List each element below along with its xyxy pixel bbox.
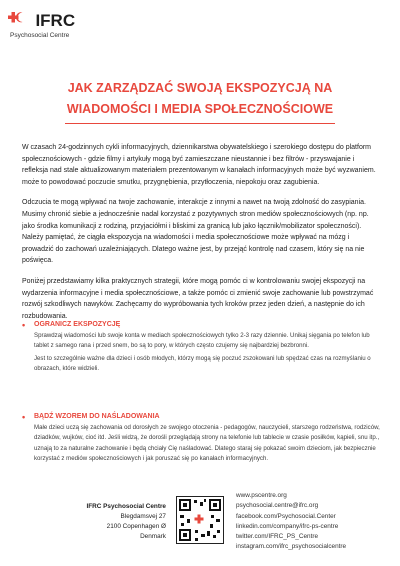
bullet-icon: • xyxy=(22,412,26,422)
red-cross-crescent-icon xyxy=(8,12,28,34)
footer-link-instagram[interactable]: instagram.com/ifrc_psychosocialcentre xyxy=(236,543,347,551)
logo-brand-text: IFRC xyxy=(35,11,76,30)
logo-subtitle: Psychosocial Centre xyxy=(10,32,70,39)
section-paragraph: Małe dzieci uczą się zachowania od dorosłych ze swojego otoczenia - pedagogów, nauczycieli, starszego rodzeństwa, rodziców, dziadków, wujków, cioć itd. Jeśli widzą, że dorośli przeglądają strony na telefonie lub tablecie w czasie posiłków, kąpieli, snu itp., uznają to za naturalne zachowanie i będą chciały Cię naśladować. Dlatego staraj się pokazać swoim dzieciom, jak bezpiecznie korzystać z mediów społecznościowych i jak poruszać się po kanałach informacyjnych. xyxy=(34,423,380,463)
title-line-2: WIADOMOŚCI I MEDIA SPOŁECZNOŚCIOWE xyxy=(66,102,334,116)
intro-paragraph-2: Odczucia te mogą wpływać na twoje zachowanie, interakcje z innymi a nawet na twoją zdolność do zasypiania. Musimy chronić siebie a jednocześnie nadal korzystać z pozytywnych stron mediów społecznościowych (np. np. jako środka komunikacji z rodziną, przyjaciółmi i bliskimi za granicą lub jako łącznik/mobilizator społeczności). Należy pamiętać, że ciągła ekspozycja na wiadomości i media społecznościowe może wpływać na mózg i prowadzić do zachowań uzależniających. Dlatego ważne jest, by przejąć kontrolę nad czasem, który się na nie poświęca. xyxy=(22,199,369,265)
title-line-1: JAK ZARZĄDZAĆ SWOJĄ EKSPOZYCJĄ NA xyxy=(67,81,333,95)
section-paragraph: Sprawdzaj wiadomości lub swoje konta w mediach społecznościowych tylko 2-3 razy dziennie. Unikaj sięgania po telefon lub tablet z samego rana i przed snem, bo są to pory, w których często czujemy się najbardziej bezbronni. xyxy=(34,331,370,350)
section-paragraph: Jest to szczególnie ważne dla dzieci i osób młodych, którzy mogą się poczuć zszokowani lub spędzać czas na rozmyślaniu o obrazach, które widzieli. xyxy=(34,354,371,373)
title-underline xyxy=(65,123,335,124)
section-body xyxy=(34,423,382,465)
section-heading: OGRANICZ EKSPOZYCJĘ xyxy=(34,321,121,328)
footer-city: 2100 Copenhagen Ø xyxy=(106,523,166,530)
footer-link-twitter[interactable]: twitter.com/IFRC_PS_Centre xyxy=(236,533,319,541)
footer-link-website[interactable]: www.pscentre.org xyxy=(236,492,287,499)
ifrc-logo xyxy=(8,11,76,39)
qr-code-icon xyxy=(176,496,224,544)
section-body xyxy=(34,331,382,375)
intro-paragraph-1: W czasach 24-godzinnych cykli informacyjnych, dziennikarstwa obywatelskiego i szerokiego dostępu do platform społecznościowych - gdzie filmy i artykuły mogą być zamieszczane nieustannie i bez filtrów - przyswajanie i refleksja nad stale aktualizowanym materiałem prezentowanym w kanałach informacyjnych może być wyzwaniem. może to powodować poczucie smutku, przygnębienia, przytłoczenia, niepokoju oraz zagubienia. xyxy=(22,144,376,186)
section-role-model xyxy=(22,412,382,467)
footer-link-facebook[interactable]: facebook.com/Psychosocial.Center xyxy=(236,512,336,520)
footer-street: Blegdamsvej 27 xyxy=(120,513,166,520)
footer-link-email[interactable]: psychosocial.centre@ifrc.org xyxy=(236,502,319,510)
page-title xyxy=(30,78,370,124)
intro-paragraph-3: Poniżej przedstawiamy kilka praktycznych strategii, które mogą pomóc ci w kontrolowaniu swojej ekspozycji na wydarzenia informacyjne i media społecznościowe, a także pomóc ci zmienić swoje zachowanie lub powstrzymać rozwój szkodliwych nawyków. Zachęcamy do wypróbowania tych kroków przez jeden dzień, a następnie do ich rozbudowania. xyxy=(22,277,374,320)
bullet-icon: • xyxy=(22,320,26,330)
section-heading: BĄDŹ WZOREM DO NAŚLADOWANIA xyxy=(34,413,160,420)
footer-link-linkedin[interactable]: linkedin.com/company/ifrc-ps-centre xyxy=(236,522,339,530)
section-limit-exposure xyxy=(22,320,382,377)
footer-org-name: IFRC Psychosocial Centre xyxy=(86,503,166,510)
footer-country: Denmark xyxy=(140,533,166,540)
footer-links xyxy=(236,491,346,553)
intro-body xyxy=(22,142,382,331)
footer-address xyxy=(0,502,166,542)
